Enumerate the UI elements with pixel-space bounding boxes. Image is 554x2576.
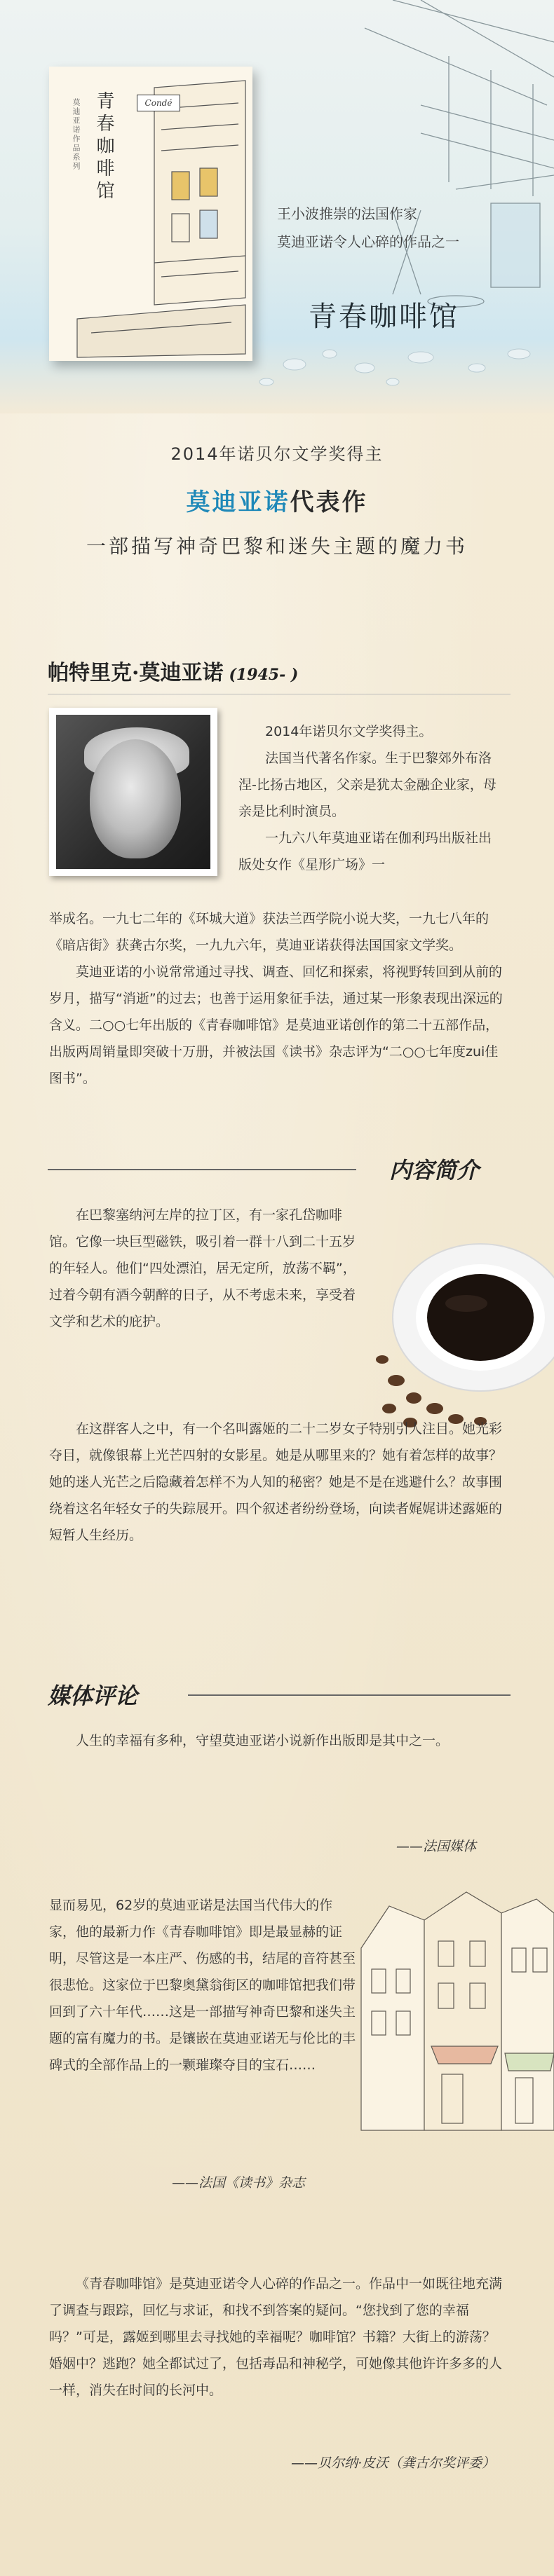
author-portrait-photo [56,715,210,869]
book-subtitle: 莫迪亚诺作品系列 [72,98,81,171]
review-1-text [49,1727,505,1754]
review-2-paragraph: 显而易见，62岁的莫迪亚诺是法国当代伟大的作家，他的最新力作《青春咖啡馆》即是最显赫的证明，尽管这是一本庄严、伤感的书，结尾的音符甚至很悲怆。这家位于巴黎奥黛翁街区的咖啡馆把我们带回到了六十年代……这是一部描写神奇巴黎和迷失主题的富有魔力的书。是镶嵌在莫迪亚诺无与伦比的丰碑式的全部作品上的一颗璀璨夺目的宝石…… [49,1898,356,2073]
content-summary-side [49,1202,358,1335]
content-summary-full [49,1416,505,1549]
author-bio-p2: 法国当代著名作家。生于巴黎郊外布洛涅-比扬古地区，父亲是犹太金融企业家，母亲是比利时演员。 [238,751,496,819]
book-tag: Condé [137,95,180,111]
content-summary-p2: 在这群客人之中，有一个名叫露姬的二十二岁女子特别引人注目。她光彩夺目，就像银幕上光芒四射的女影星。她是从哪里来的？她有着怎样的故事？她的迷人光芒之后隐藏着怎样不为人知的秘密？她是不是在逃避什么？故事围绕着这名年轻女子的失踪展开。四个叙述者纷纷登场，向读者娓娓讲述露姬的短暂人生经历。 [49,1421,503,1543]
author-bio-p5: 莫迪亚诺的小说常常通过寻找、调查、回忆和探索，将视野转回到从前的岁月，描写“消逝”的过去；也善于运用象征手法，通过某一形象表现出深远的含义。二○○七年出版的《青春咖啡馆》是莫迪亚诺创作的第二十五部作品，出版两周销量即突破十万册，并被法国《读书》杂志评为“二○○七年度zui佳图书”。 [49,964,503,1086]
review-3-signature: ——贝尔纳·皮沃（龚古尔奖评委） [291,2455,496,2471]
content-divider [48,1169,356,1170]
author-bio-full [49,905,505,1092]
author-bio-side [238,718,501,878]
book-title: 青春咖啡馆 [93,91,114,203]
reviews-heading: 媒体评论 [48,1683,138,1709]
author-name: 帕特里克·莫迪亚诺 [48,661,224,685]
hero-title: 青春咖啡馆 [309,301,459,333]
intro-tagline: 一部描写神奇巴黎和迷失主题的魔力书 [86,535,468,558]
intro-award: 2014年诺贝尔文学奖得主 [170,444,384,464]
portrait-face [90,739,181,858]
content-summary-p1: 在巴黎塞纳河左岸的拉丁区，有一家孔岱咖啡馆。它像一块巨型磁铁，吸引着一群十八到二十五岁的年轻人。他们“四处漂泊，居无定所，放荡不羁”，过着今朝有酒今朝醉的日子，从不考虑未来，享受着文学和艺术的庇护。 [49,1207,356,1329]
reviews-divider [188,1694,511,1696]
review-2-text [49,1892,358,2078]
author-portrait [49,708,217,876]
intro-headline-rest: 代表作 [290,488,368,516]
review-3-text [49,2270,505,2404]
review-3-paragraph: 《青春咖啡馆》是莫迪亚诺令人心碎的作品之一。作品中一如既往地充满了调查与跟踪，回忆与求证，和找不到答案的疑问。“您找到了您的幸福吗？”可是，露姬到哪里去寻找她的幸福呢？咖啡馆？书籍？大街上的游荡？婚姻中？逃跑？她全都试过了，包括毒品和神秘学，可她像其他许许多多的人一样，消失在时间的长河中。 [49,2276,503,2398]
hero-quote [277,200,543,256]
author-bio-p4: 举成名。一九七二年的《环城大道》获法兰西学院小说大奖，一九七八年的《暗店街》获龚古尔奖，一九九六年，莫迪亚诺获得法国国家文学奖。 [49,911,489,953]
review-2-signature: ——法国《读书》杂志 [172,2175,306,2191]
author-bio-p3: 一九六八年莫迪亚诺在伽利玛出版社出版处女作《星形广场》一 [238,830,492,872]
content-heading: 内容简介 [389,1157,480,1184]
hero-quote-line1: 王小波推崇的法国作家 [277,205,417,222]
author-bio-p1: 2014年诺贝尔文学奖得主。 [265,724,433,739]
coffee-cup-illustration [375,1219,554,1430]
review-1-signature: ——法国媒体 [396,1839,477,1854]
author-years: (1945- ) [229,666,299,684]
street-houses-illustration [347,1864,554,2165]
intro-block [0,420,554,559]
intro-headline-author: 莫迪亚诺 [186,488,290,516]
hero-quote-line2: 莫迪亚诺令人心碎的作品之一 [277,233,459,250]
hero-banner [0,0,554,413]
review-1-paragraph: 人生的幸福有多种，守望莫迪亚诺小说新作出版即是其中之一。 [76,1733,450,1748]
intro-headline [0,483,554,517]
author-heading [48,655,298,686]
